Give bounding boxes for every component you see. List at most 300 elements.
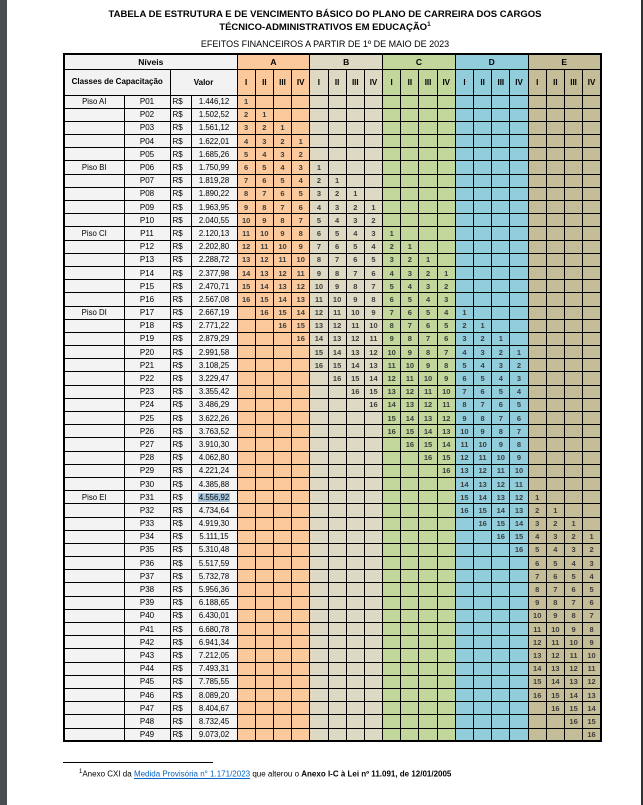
step-cell-A-IV (292, 398, 310, 411)
step-cell-A-IV: 16 (292, 332, 310, 345)
step-cell-A-IV (292, 623, 310, 636)
document-subtitle: EFEITOS FINANCEIROS A PARTIR DE 1º DE MAIO DE 2023 (200, 39, 450, 49)
currency-cell: R$ (170, 543, 191, 556)
step-cell-C-II (401, 214, 419, 227)
step-cell-C-II (401, 596, 419, 609)
grade-cell: P11 (124, 227, 170, 240)
step-cell-E-II (546, 293, 564, 306)
step-cell-D-I (455, 636, 473, 649)
step-cell-E-I (528, 266, 546, 279)
grade-cell: P40 (124, 609, 170, 622)
grade-cell: P45 (124, 675, 170, 688)
step-cell-B-III: 13 (346, 346, 364, 359)
step-cell-D-I (455, 609, 473, 622)
piso-cell (64, 662, 124, 675)
step-cell-C-III: 7 (419, 332, 437, 345)
step-cell-D-IV (510, 609, 528, 622)
step-cell-A-III (273, 372, 291, 385)
step-cell-A-IV (292, 675, 310, 688)
step-cell-B-IV (364, 187, 382, 200)
step-cell-B-III (346, 702, 364, 715)
step-cell-D-I (455, 517, 473, 530)
step-cell-C-I (383, 95, 401, 108)
currency-cell: R$ (170, 148, 191, 161)
step-cell-E-I (528, 135, 546, 148)
grade-cell: P28 (124, 451, 170, 464)
piso-cell (64, 201, 124, 214)
step-cell-D-I (455, 557, 473, 570)
step-cell-C-I (383, 187, 401, 200)
value-cell: 6.680,78 (191, 623, 237, 636)
step-cell-A-II: 10 (255, 227, 273, 240)
step-cell-D-IV (510, 148, 528, 161)
step-cell-B-IV (364, 425, 382, 438)
value-cell: 6.188,65 (191, 596, 237, 609)
step-cell-C-I (383, 715, 401, 728)
step-cell-B-I (310, 675, 328, 688)
level-header-A-IV: IV (292, 69, 310, 95)
step-cell-A-II: 16 (255, 306, 273, 319)
step-cell-E-II (546, 464, 564, 477)
step-cell-E-IV: 4 (583, 570, 601, 583)
step-cell-B-II (328, 108, 346, 121)
step-cell-B-III (346, 649, 364, 662)
step-cell-A-III: 14 (273, 293, 291, 306)
step-cell-D-II (474, 715, 492, 728)
currency-cell: R$ (170, 398, 191, 411)
step-cell-C-I (383, 201, 401, 214)
step-cell-C-I (383, 121, 401, 134)
value-cell: 7.493,31 (191, 662, 237, 675)
level-header-E-III: III (564, 69, 582, 95)
step-cell-B-I (310, 609, 328, 622)
step-cell-C-IV (437, 662, 455, 675)
step-cell-E-I: 9 (528, 596, 546, 609)
piso-cell (64, 425, 124, 438)
piso-cell (64, 557, 124, 570)
step-cell-B-II: 11 (328, 306, 346, 319)
grade-cell: P41 (124, 623, 170, 636)
step-cell-B-IV: 6 (364, 266, 382, 279)
step-cell-E-IV: 10 (583, 649, 601, 662)
step-cell-D-III: 3 (492, 359, 510, 372)
step-cell-C-I: 9 (383, 332, 401, 345)
step-cell-B-IV: 3 (364, 227, 382, 240)
step-cell-C-IV: 12 (437, 412, 455, 425)
step-cell-E-IV (583, 464, 601, 477)
step-cell-A-III: 5 (273, 174, 291, 187)
step-cell-D-II: 3 (474, 346, 492, 359)
currency-cell: R$ (170, 201, 191, 214)
step-cell-D-III (492, 280, 510, 293)
step-cell-E-I: 11 (528, 623, 546, 636)
step-cell-B-III: 11 (346, 319, 364, 332)
step-cell-B-IV (364, 161, 382, 174)
step-cell-C-II (401, 504, 419, 517)
step-cell-A-IV: 13 (292, 293, 310, 306)
step-cell-A-I: 2 (237, 108, 255, 121)
table-row-P15 (64, 280, 601, 293)
step-cell-E-I: 1 (528, 491, 546, 504)
piso-cell (64, 398, 124, 411)
step-cell-D-IV: 7 (510, 425, 528, 438)
step-cell-C-I: 1 (383, 227, 401, 240)
step-cell-E-III: 6 (564, 583, 582, 596)
step-cell-B-III (346, 636, 364, 649)
step-cell-B-IV (364, 728, 382, 741)
currency-cell: R$ (170, 728, 191, 741)
step-cell-E-II (546, 372, 564, 385)
step-cell-D-IV (510, 121, 528, 134)
step-cell-B-IV: 7 (364, 280, 382, 293)
step-cell-D-I: 4 (455, 346, 473, 359)
step-cell-D-I: 10 (455, 425, 473, 438)
step-cell-D-III (492, 148, 510, 161)
step-cell-C-IV (437, 530, 455, 543)
step-cell-D-III (492, 266, 510, 279)
step-cell-E-IV (583, 95, 601, 108)
step-cell-A-III (273, 464, 291, 477)
step-cell-A-I (237, 688, 255, 701)
value-cell: 3.229,47 (191, 372, 237, 385)
step-cell-C-III: 11 (419, 385, 437, 398)
table-row-P29 (64, 464, 601, 477)
step-cell-A-II (255, 530, 273, 543)
level-header-E-I: I (528, 69, 546, 95)
step-cell-E-III (564, 385, 582, 398)
step-cell-D-II: 9 (474, 425, 492, 438)
level-header-E-IV: IV (583, 69, 601, 95)
step-cell-C-I (383, 135, 401, 148)
step-cell-B-IV: 15 (364, 385, 382, 398)
step-cell-C-II (401, 623, 419, 636)
step-cell-C-I (383, 570, 401, 583)
step-cell-E-II (546, 161, 564, 174)
grade-cell: P18 (124, 319, 170, 332)
piso-cell: Piso AI (64, 95, 124, 108)
step-cell-A-II (255, 728, 273, 741)
step-cell-B-IV: 9 (364, 306, 382, 319)
step-cell-D-I: 14 (455, 477, 473, 490)
table-row-P27 (64, 438, 601, 451)
step-cell-E-IV (583, 372, 601, 385)
step-cell-D-III (492, 543, 510, 556)
step-cell-A-IV (292, 438, 310, 451)
step-cell-E-III (564, 108, 582, 121)
value-cell: 6.941,34 (191, 636, 237, 649)
step-cell-B-II: 15 (328, 359, 346, 372)
step-cell-B-I (310, 570, 328, 583)
step-cell-C-IV (437, 570, 455, 583)
step-cell-C-III (419, 135, 437, 148)
step-cell-D-I: 11 (455, 438, 473, 451)
step-cell-B-I: 14 (310, 332, 328, 345)
step-cell-D-IV: 11 (510, 477, 528, 490)
step-cell-B-III (346, 161, 364, 174)
piso-cell (64, 293, 124, 306)
table-row-P37 (64, 570, 601, 583)
step-cell-C-IV (437, 253, 455, 266)
step-cell-D-II: 15 (474, 504, 492, 517)
step-cell-E-IV (583, 121, 601, 134)
step-cell-B-III: 9 (346, 293, 364, 306)
step-cell-A-III (273, 491, 291, 504)
step-cell-C-III (419, 201, 437, 214)
currency-cell: R$ (170, 530, 191, 543)
step-cell-B-IV (364, 504, 382, 517)
step-cell-D-IV (510, 702, 528, 715)
step-cell-E-IV: 16 (583, 728, 601, 741)
title-line-1: TABELA DE ESTRUTURA E DE VENCIMENTO BÁSICO DO PLANO DE CARREIRA DOS CARGOS (108, 9, 542, 20)
step-cell-D-III (492, 688, 510, 701)
step-cell-D-IV (510, 688, 528, 701)
currency-cell: R$ (170, 649, 191, 662)
step-cell-E-II: 5 (546, 557, 564, 570)
step-cell-C-III (419, 464, 437, 477)
step-cell-B-IV: 13 (364, 359, 382, 372)
step-cell-A-III (273, 715, 291, 728)
step-cell-C-III: 5 (419, 306, 437, 319)
group-header-A: A (237, 54, 310, 69)
step-cell-D-I (455, 174, 473, 187)
value-cell: 5.111,15 (191, 530, 237, 543)
step-cell-B-III (346, 477, 364, 490)
value-cell: 7.785,55 (191, 675, 237, 688)
step-cell-D-II (474, 293, 492, 306)
step-cell-E-II (546, 715, 564, 728)
level-header-C-II: II (401, 69, 419, 95)
step-cell-E-IV (583, 332, 601, 345)
step-cell-B-II (328, 596, 346, 609)
step-cell-D-IV (510, 161, 528, 174)
piso-cell (64, 372, 124, 385)
step-cell-B-III (346, 715, 364, 728)
step-cell-D-I (455, 161, 473, 174)
step-cell-D-II (474, 201, 492, 214)
step-cell-C-I: 13 (383, 385, 401, 398)
level-header-D-II: II (474, 69, 492, 95)
step-cell-C-II (401, 108, 419, 121)
table-row-P26 (64, 425, 601, 438)
grade-cell: P16 (124, 293, 170, 306)
step-cell-C-IV: 16 (437, 464, 455, 477)
step-cell-A-II: 12 (255, 253, 273, 266)
step-cell-B-IV: 10 (364, 319, 382, 332)
step-cell-C-II: 12 (401, 385, 419, 398)
step-cell-C-II (401, 662, 419, 675)
step-cell-D-I (455, 266, 473, 279)
step-cell-C-I (383, 148, 401, 161)
step-cell-C-III: 9 (419, 359, 437, 372)
step-cell-B-III (346, 596, 364, 609)
step-cell-D-III: 6 (492, 398, 510, 411)
step-cell-B-I: 12 (310, 306, 328, 319)
step-cell-E-II: 7 (546, 583, 564, 596)
currency-cell: R$ (170, 280, 191, 293)
step-cell-C-III: 16 (419, 451, 437, 464)
step-cell-B-I (310, 543, 328, 556)
step-cell-B-I (310, 425, 328, 438)
step-cell-D-II (474, 675, 492, 688)
step-cell-E-IV: 7 (583, 609, 601, 622)
step-cell-E-I (528, 95, 546, 108)
step-cell-D-IV (510, 319, 528, 332)
step-cell-D-I: 7 (455, 385, 473, 398)
step-cell-C-I (383, 662, 401, 675)
step-cell-C-II (401, 227, 419, 240)
level-header-D-III: III (492, 69, 510, 95)
footnote-link[interactable]: Medida Provisória n° 1.171/2023 (133, 769, 251, 779)
step-cell-E-IV (583, 504, 601, 517)
step-cell-A-III (273, 504, 291, 517)
step-cell-C-IV: 15 (437, 451, 455, 464)
step-cell-A-III: 2 (273, 135, 291, 148)
step-cell-E-I (528, 227, 546, 240)
step-cell-E-II (546, 121, 564, 134)
step-cell-B-III (346, 464, 364, 477)
step-cell-D-III: 7 (492, 412, 510, 425)
grade-cell: P06 (124, 161, 170, 174)
step-cell-A-IV (292, 702, 310, 715)
step-cell-C-II: 5 (401, 293, 419, 306)
step-cell-C-III (419, 504, 437, 517)
currency-cell: R$ (170, 174, 191, 187)
step-cell-C-I (383, 464, 401, 477)
step-cell-B-III (346, 570, 364, 583)
step-cell-D-III (492, 609, 510, 622)
step-cell-D-II: 16 (474, 517, 492, 530)
step-cell-D-III (492, 201, 510, 214)
step-cell-A-I (237, 570, 255, 583)
step-cell-E-I (528, 438, 546, 451)
value-cell: 2.879,29 (191, 332, 237, 345)
step-cell-C-IV (437, 491, 455, 504)
step-cell-D-II (474, 649, 492, 662)
step-cell-C-IV (437, 688, 455, 701)
step-cell-A-IV: 10 (292, 253, 310, 266)
step-cell-A-III: 7 (273, 201, 291, 214)
step-cell-B-IV (364, 557, 382, 570)
step-cell-C-IV (437, 715, 455, 728)
step-cell-A-II (255, 662, 273, 675)
step-cell-E-II: 10 (546, 623, 564, 636)
step-cell-B-IV: 8 (364, 293, 382, 306)
step-cell-C-IV: 8 (437, 359, 455, 372)
piso-cell: Piso BI (64, 161, 124, 174)
currency-cell: R$ (170, 477, 191, 490)
step-cell-A-III (273, 688, 291, 701)
step-cell-B-III: 5 (346, 240, 364, 253)
step-cell-D-II (474, 623, 492, 636)
step-cell-E-IV: 6 (583, 596, 601, 609)
table-row-P31 (64, 491, 601, 504)
piso-cell (64, 214, 124, 227)
step-cell-B-II (328, 161, 346, 174)
grade-cell: P02 (124, 108, 170, 121)
table-row-P36 (64, 557, 601, 570)
step-cell-C-III (419, 557, 437, 570)
step-cell-B-III: 16 (346, 385, 364, 398)
piso-cell (64, 266, 124, 279)
step-cell-E-IV: 8 (583, 623, 601, 636)
piso-cell (64, 543, 124, 556)
step-cell-D-I (455, 240, 473, 253)
currency-cell: R$ (170, 95, 191, 108)
step-cell-C-II: 2 (401, 253, 419, 266)
table-row-P45 (64, 675, 601, 688)
step-cell-A-II (255, 491, 273, 504)
step-cell-D-II (474, 570, 492, 583)
step-cell-E-IV (583, 174, 601, 187)
step-cell-E-III: 9 (564, 623, 582, 636)
step-cell-C-II (401, 121, 419, 134)
step-cell-B-IV (364, 583, 382, 596)
step-cell-A-IV: 1 (292, 135, 310, 148)
step-cell-B-III (346, 530, 364, 543)
step-cell-A-IV: 15 (292, 319, 310, 332)
step-cell-B-III: 14 (346, 359, 364, 372)
step-cell-B-I (310, 636, 328, 649)
step-cell-A-I (237, 596, 255, 609)
step-cell-A-IV: 3 (292, 161, 310, 174)
step-cell-A-IV (292, 557, 310, 570)
step-cell-D-I (455, 95, 473, 108)
step-cell-D-III (492, 570, 510, 583)
step-cell-A-IV (292, 95, 310, 108)
step-cell-B-II (328, 636, 346, 649)
step-cell-A-IV (292, 649, 310, 662)
step-cell-B-IV (364, 174, 382, 187)
currency-cell: R$ (170, 319, 191, 332)
level-header-D-I: I (455, 69, 473, 95)
step-cell-B-IV: 16 (364, 398, 382, 411)
step-cell-B-III (346, 609, 364, 622)
level-header-B-I: I (310, 69, 328, 95)
step-cell-A-II (255, 609, 273, 622)
step-cell-C-I: 15 (383, 412, 401, 425)
step-cell-D-III: 4 (492, 372, 510, 385)
table-row-P08 (64, 187, 601, 200)
table-row-P06 (64, 161, 601, 174)
step-cell-A-I (237, 398, 255, 411)
step-cell-A-III: 15 (273, 306, 291, 319)
step-cell-D-II: 5 (474, 372, 492, 385)
step-cell-E-II (546, 266, 564, 279)
step-cell-B-II: 10 (328, 293, 346, 306)
step-cell-D-I: 5 (455, 359, 473, 372)
step-cell-D-III (492, 161, 510, 174)
step-cell-C-I (383, 583, 401, 596)
step-cell-D-III (492, 662, 510, 675)
footnote-text-before: Anexo CXI da (82, 769, 134, 779)
grade-cell: P24 (124, 398, 170, 411)
step-cell-C-I (383, 108, 401, 121)
step-cell-C-II (401, 464, 419, 477)
step-cell-D-I (455, 543, 473, 556)
level-header-E-II: II (546, 69, 564, 95)
step-cell-E-III (564, 174, 582, 187)
step-cell-E-I (528, 161, 546, 174)
step-cell-A-IV (292, 121, 310, 134)
step-cell-D-IV: 12 (510, 491, 528, 504)
step-cell-B-III (346, 543, 364, 556)
step-cell-D-IV (510, 623, 528, 636)
step-cell-C-II: 3 (401, 266, 419, 279)
currency-cell: R$ (170, 517, 191, 530)
step-cell-C-I (383, 609, 401, 622)
value-cell: 2.120,13 (191, 227, 237, 240)
step-cell-D-IV (510, 306, 528, 319)
